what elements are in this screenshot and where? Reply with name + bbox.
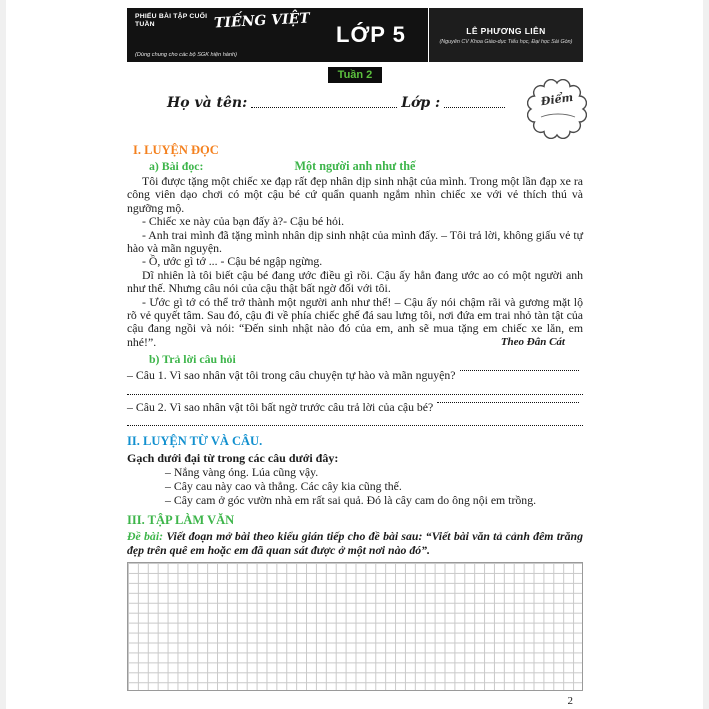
series-note: (Dùng chung cho các bộ SGK hiện hành): [135, 52, 237, 58]
name-label: Họ và tên:: [167, 95, 248, 111]
student-info-section: [127, 90, 583, 135]
question-1-answer-fill[interactable]: [460, 369, 579, 371]
passage-paragraph: - Chiếc xe này của bạn đấy à?- Cậu bé hỏi.: [142, 214, 345, 229]
writing-prompt: [127, 530, 583, 557]
reading-heading-row: [127, 159, 583, 175]
student-info-row: [167, 95, 509, 111]
week-badge-row: [127, 65, 583, 83]
header-author-block: [428, 8, 583, 62]
question-1-row: [127, 369, 583, 382]
reading-passage: [127, 175, 583, 349]
subject-logo: TIẾNG VIỆT: [213, 10, 311, 32]
week-badge: Tuần 2: [328, 67, 383, 83]
passage-paragraph: - Anh trai mình đã tặng mình nhân dịp sinh nhật của mình đấy. – Tôi trả lời, không giấu vẻ tự hào và mãn nguyện.: [127, 227, 583, 256]
scan-edge-left: [0, 0, 6, 709]
section-1-title: I. LUYỆN ĐỌC: [133, 143, 219, 157]
scan-edge-right: [703, 0, 709, 709]
answer-line-2[interactable]: [127, 414, 583, 426]
class-fill-line[interactable]: [444, 106, 505, 108]
score-seal: [527, 79, 587, 139]
author-note: (Nguyên CV Khoa Giáo-dục Tiểu học, Đại học Sài Gòn): [439, 38, 573, 45]
grade-title: LỚP 5: [336, 22, 406, 47]
passage-paragraph: - Ồ, ước gì tớ ... - Cậu bé ngập ngừng.: [142, 254, 323, 269]
prompt-label: Đề bài:: [127, 529, 164, 544]
header-left-block: [127, 8, 314, 62]
section-2-title: II. LUYỆN TỪ VÀ CÂU.: [127, 434, 263, 449]
score-label: Điểm: [540, 90, 574, 109]
passage-paragraph: - Ước gì tớ có thể trở thành một người anh như thế! – Cậu ấy nói chậm rãi và gương mặt lộ rõ vẻ quyết tâm. Sau đó, cậu đi về phía chiếc ghế đá sau lưng tôi, nơi đứa em trai nhỏ tàn tật của cậu đang ngồi và nói: “Đến sinh nhật nào đó của em, anh sẽ mua tặng em chiếc xe lăn, em nhé!”.: [127, 294, 583, 349]
author-name: LÊ PHƯƠNG LIÊN: [466, 25, 546, 36]
passage-paragraph: Tôi được tặng một chiếc xe đạp rất đẹp nhân dịp sinh nhật của mình. Trong một lần đạp xe ra công viên dạo chơi có một cậu bé cứ quẩn quanh ngắm nhìn chiếc xe với vẻ thích thú và ngưỡng mộ.: [127, 174, 583, 215]
passage-attribution: Theo Đân Cát: [500, 336, 565, 349]
reading-title: Một người anh như thế: [294, 159, 416, 173]
question-2-text: – Câu 2. Vì sao nhân vật tôi bất ngờ trước câu trả lời của cậu bé?: [127, 399, 434, 414]
section-3-title: III. TẬP LÀM VĂN: [127, 513, 235, 528]
exercise-item: – Cây cau này cao và thẳng. Các cây kia cũng thế.: [165, 479, 402, 494]
exercise-item: – Nắng vàng óng. Lúa cũng vậy.: [165, 465, 319, 480]
series-title: PHIẾU BÀI TẬP CUỐI TUẦN: [135, 13, 208, 29]
exercise-item: – Cây cam ở góc vườn nhà em rất sai quả. Đó là cây cam do ông nội em trồng.: [165, 493, 537, 508]
name-fill-line[interactable]: [251, 106, 397, 108]
part-a-label: a) Bài đọc:: [149, 159, 204, 173]
section-2-instruction: Gạch dưới đại từ trong các câu dưới đây:: [127, 451, 339, 466]
question-2-answer-fill[interactable]: [437, 401, 579, 403]
class-label: Lớp :: [401, 95, 441, 111]
prompt-text: Viết đoạn mở bài theo kiểu gián tiếp cho đề bài sau: “Viết bài văn tả cảnh đêm trăng đẹp trên quê em hoặc em đã quan sát được ở một nơi nào đó”.: [127, 529, 583, 557]
page-header: [127, 8, 583, 62]
worksheet-page: [127, 8, 583, 707]
answer-line-1[interactable]: [127, 383, 583, 395]
writing-grid[interactable]: [127, 562, 583, 691]
passage-paragraph: Dĩ nhiên là tôi biết cậu bé đang ước điều gì rồi. Cậu ấy hẳn đang ước ao có một người anh như thế. Nhưng câu nói của cậu thật bất ngờ đối với tôi.: [127, 267, 583, 296]
part-b-label: b) Trả lời câu hỏi: [149, 352, 236, 367]
question-1-text: – Câu 1. Vì sao nhân vật tôi trong câu chuyện tự hào và mãn nguyện?: [127, 368, 456, 383]
question-2-row: [127, 401, 583, 414]
page-number: 2: [567, 695, 573, 708]
